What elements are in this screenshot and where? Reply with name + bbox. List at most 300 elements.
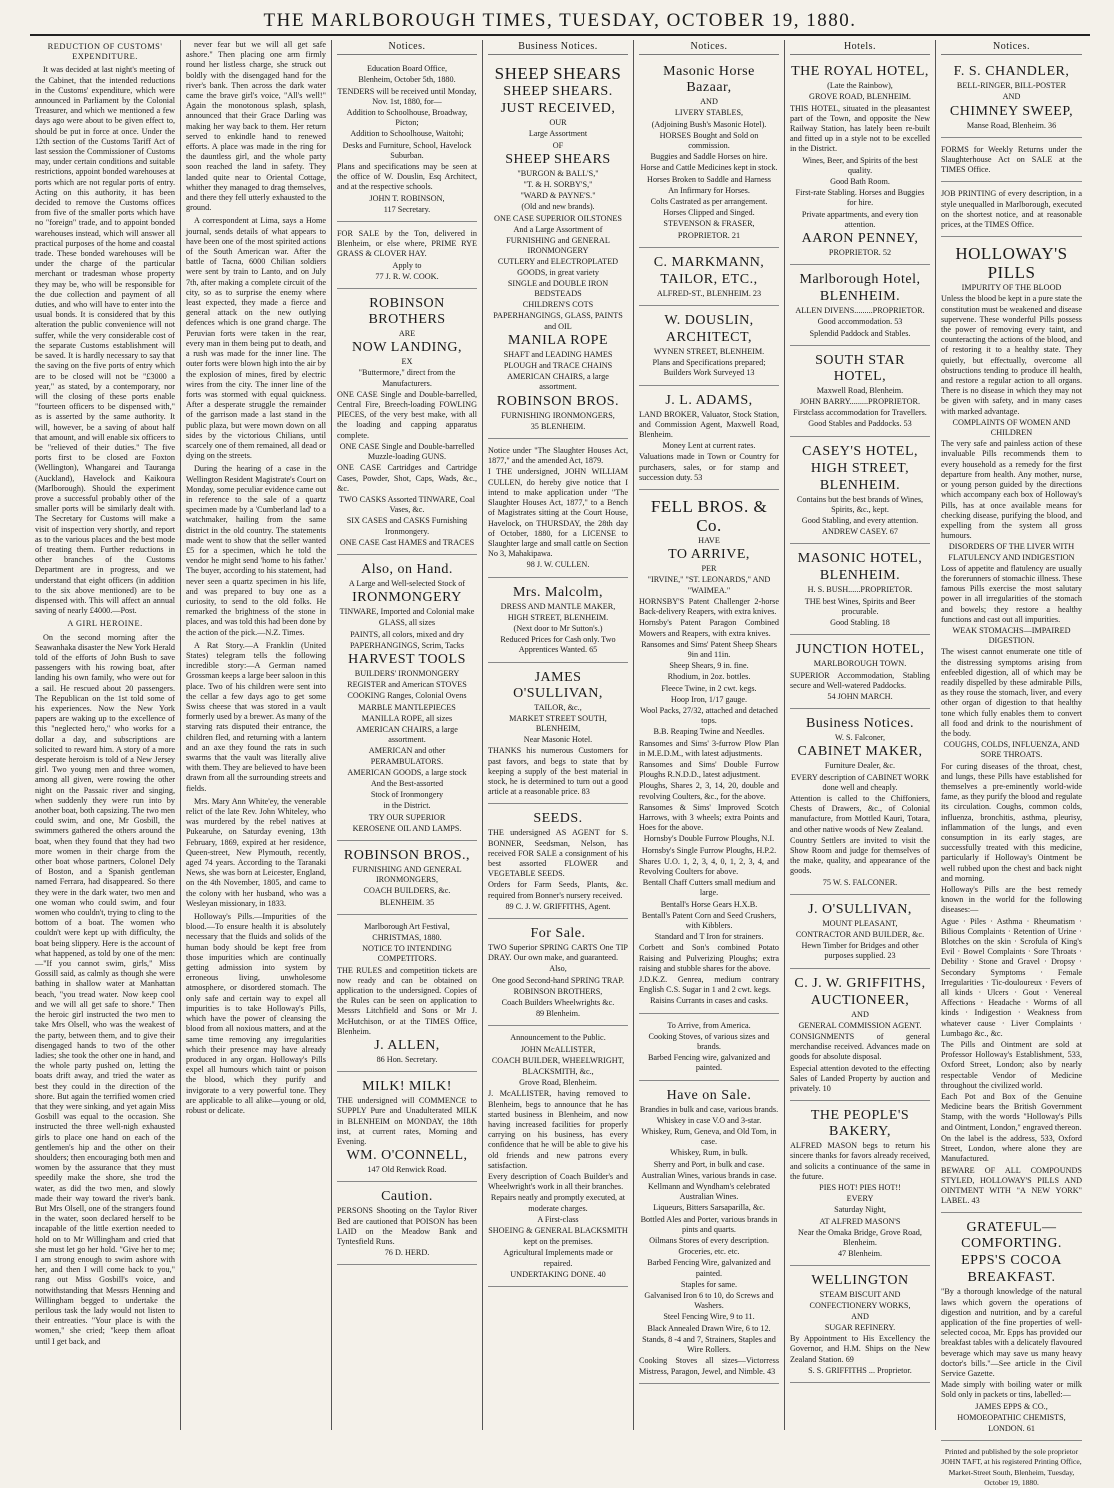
ad-line: "Buttermore," direct from the Manufacturers.	[358, 368, 456, 388]
advertisement	[790, 711, 930, 895]
ad-line: CONTRACTOR AND BUILDER, &c.	[795, 929, 925, 939]
ad-line: Education Board Office,	[366, 64, 448, 74]
ad-line: JAMES EPPS & CO.,	[975, 1401, 1048, 1411]
ad-line: MARKET STREET SOUTH, BLENHEIM,	[509, 713, 607, 733]
advertisement	[337, 59, 477, 222]
column-header: Notices.	[337, 42, 477, 55]
ad-line: Fleece Twine, in 2 cwt. kegs.	[661, 683, 757, 693]
ad-line: SHAFT and LEADING HAMES	[503, 349, 613, 359]
ad-line: THE RULES and competition tickets are now ready and can be obtained on application to the undersigned. Copies of the Rules can be seen on application to Messrs Litchfield and Sons or Mr J. McHutchison, or at the TIMES Office, Blenheim.	[337, 965, 477, 1036]
advertisement	[639, 1083, 779, 1384]
ad-line: NOW LANDING,	[352, 340, 462, 356]
ad-line: WELLINGTON	[811, 1273, 909, 1289]
advertisement	[941, 239, 1082, 1213]
ad-line: Large Assortment	[528, 129, 588, 139]
ad-line: SHEEP SHEARS	[494, 64, 622, 84]
ad-line: JUNCTION HOTEL,	[795, 642, 925, 658]
ad-line: AT ALFRED MASON'S	[819, 1216, 901, 1226]
column-header: Business Notices.	[488, 42, 628, 55]
advertisement	[337, 291, 477, 555]
ad-line: AMERICAN CHAIRS, a large assortment.	[507, 372, 609, 392]
ad-line: 147 Old Renwick Road.	[367, 1165, 447, 1175]
ad-line: J. ALLEN,	[374, 1038, 440, 1054]
ad-line: EPPS'S COCOA	[961, 1253, 1062, 1269]
advertisement	[488, 806, 628, 919]
ad-line: BLENHEIM.	[819, 289, 901, 305]
advertisement	[790, 637, 930, 709]
article-body-quartz: During the hearing of a case in the Wellington Resident Magistrate's Court on Monday, some peculiar evidence came out in reference to the sale of a quartz specimen made by a 'Cumberland lad' to a watchmaker, hailing from the same district in the old country. The statements made went to show that the seller wanted £5 for a specimen, which he told the vendor he might send 'home to his father.' The buyer, according to his statement, had never seen a quartz specimen in his life, and was prepared to buy one as a curiosity, to send to the old folks. He remarked the brightness of the stone in places, and was told this had been done by the action of the pick.—N.Z. Times.	[186, 464, 326, 637]
ad-line: C. J. W. GRIFFITHS,	[794, 975, 926, 991]
ad-line: J. L. ADAMS,	[665, 392, 753, 408]
ad-line: TO ARRIVE,	[668, 547, 750, 563]
advertisement	[639, 1016, 779, 1081]
ad-line: FOR SALE by the Ton, delivered in Blenheim, or else where, PRIME RYE GRASS & CLOVER HAY.	[337, 229, 477, 259]
ad-line: Good Stables and Paddocks. 53	[808, 419, 912, 429]
ad-line: Loss of appetite and flatulency are usually the forerunners of stomachic illness. These famous Pills exercise the most salutary power in all irregularities of the stomach and bowels; they restore a healthy functions and cast out all impurities.	[941, 563, 1082, 624]
ad-line: OF	[552, 140, 564, 150]
imprint: Printed and published by the sole proprietor JOHN TAFT, at his registered Printing Office, Market-Street South, Blenheim, Tuesday, October 19, 1880.	[941, 1447, 1082, 1487]
ad-line: (Adjoining Bush's Masonic Hotel).	[651, 119, 767, 129]
ad-line: Marlborough Art Festival,	[364, 921, 450, 931]
ad-line: (Next door to Mr Sutton's.)	[513, 623, 603, 633]
ad-line: TWO Superior SPRING CARTS One TIP DRAY. Our own make, and guaranteed.	[488, 942, 628, 963]
ad-line: By Appointment to His Excellency the Governor, and H.M. Ships on the New Zealand Station. 69	[790, 1334, 930, 1364]
ad-line: ONE CASE Cartridges and Cartridge Cases, Powder, Shot, Caps, Wads, &c., &c.	[337, 463, 477, 493]
ad-line: Ransomes and Sims' 3-furrow Plow Plan in M.E.D.M., with latest adjustments.	[639, 738, 779, 758]
ad-line: Plans and Specifications prepared; Builders Work Surveyed 13	[652, 358, 766, 378]
ad-line: LIVERY STABLES,	[674, 108, 744, 118]
ad-line: For curing diseases of the throat, chest, and lungs, these Pills have established for themselves a pre-eminently world-wide fame, as they purify the blood and regulate its circulation. Coughs, common colds, influenza, bronchitis, asthma, pleurisy, inflammation of the lungs, and even consumption in its early stages, are successfully treated with this medicine, particularly if Holloway's Ointment be well rubbed upon the chest and back night and morning.	[941, 761, 1082, 883]
ad-line: ARE	[398, 329, 416, 339]
ad-line: TAILOR, &c.,	[534, 702, 582, 712]
ad-line: PROPRIETOR. 52	[828, 248, 892, 258]
ad-line: MANILLA ROPE, all sizes	[361, 713, 453, 723]
ad-line: FELL BROS. & Co.	[650, 497, 768, 536]
ad-line: TWO CASKS Assorted TINWARE, Coal Vases, &c.	[338, 494, 476, 515]
ad-line: Near the Omaka Bridge, Grove Road, Blenheim.	[798, 1227, 922, 1248]
ad-line: "By a thorough knowledge of the natural laws which govern the operations of digestion and nutrition, and by a careful application of the fine properties of well-selected cocoa, Mr. Epps has provided our breakfast tables with a delicately flavoured beverage which may save us many heavy doctor's bills."—See article in the Civil Service Gazette.	[941, 1287, 1082, 1378]
ad-line: Bentall Chaff Cutters small medium and large.	[642, 878, 776, 898]
ad-line: W. DOUSLIN,	[664, 313, 754, 329]
ad-line: Whiskey, Rum, Geneva, and Old Tom, in case.	[641, 1127, 777, 1147]
ad-line: Especial attention devoted to the effecting Sales of Landed Property by auction and privately. 10	[790, 1063, 930, 1093]
ad-line: EVERY	[846, 1194, 874, 1204]
advertisement	[941, 140, 1082, 183]
ad-line: Whiskey in case V.O and 3-star.	[656, 1115, 762, 1125]
ad-line: C. MARKMANN,	[653, 254, 765, 270]
ad-line: I THE undersigned, JOHN WILLIAM CULLEN, do hereby give notice that I intend to make application under "The Slaughter Houses Act, 1877," to a Bench of Magistrates sitting at the Court House, Havelock, on THURSDAY, the 28th day of October, 1880, for a LICENSE to Slaughter large and small cattle on Section No 3, Mahakipawa.	[488, 467, 628, 559]
column-notices-7	[936, 40, 1087, 1487]
ad-line: 75 W. S. FALCONER.	[822, 877, 898, 887]
ad-line: COACH BUILDERS, &c.	[363, 886, 451, 896]
ad-line: MASONIC HOTEL,	[797, 551, 923, 567]
ads-container	[790, 59, 930, 1383]
column-header: Notices.	[941, 42, 1082, 55]
newspaper-page	[30, 40, 1090, 1487]
ad-line: HORNSBY'S Patent Challenger 2-horse Back-delivery Reapers, with extra knives.	[639, 596, 779, 617]
ad-line: Made simply with boiling water or milk Sold only in packets or tins, labelled:—	[941, 1380, 1082, 1400]
ad-line: J.D.K.Z. Genrea, medium contrary English C.S. Sugar in 1 and 2 cwt. kegs.	[639, 975, 779, 995]
ad-line: FURNISHING and GENERAL IRONMONGERY	[506, 236, 610, 256]
ad-line: Whiskey, Rum, in bulk.	[670, 1148, 748, 1158]
ad-line: Ransomes and Sims' Double Furrow Ploughs R.N.D.D., latest adjustment.	[639, 759, 779, 780]
advertisement	[941, 59, 1082, 138]
ad-line: Notice under "The Slaughter Houses Act, 1877," and the amended Act, 1879.	[488, 446, 628, 466]
ad-line: Stands, 8 -4 and 7, Strainers, Staples and Wire Rollers.	[642, 1334, 776, 1355]
ad-line: AMERICAN and other PERAMBULATORS.	[368, 746, 446, 766]
ad-line: Orders for Farm Seeds, Plants, &c. required from Bonner's nursery received.	[488, 880, 628, 900]
ad-line: HOLLOWAY'S PILLS	[955, 244, 1068, 283]
ad-line: SHOEING & GENERAL BLACKSMITH	[488, 1226, 628, 1236]
ad-line: FURNISHING IRONMONGERS,	[501, 410, 615, 420]
ad-line: Barbed Fencing Wire, galvanized and painted.	[647, 1258, 771, 1278]
ads-container	[488, 59, 628, 1287]
ad-line: Horses Broken to Saddle and Harness	[647, 174, 771, 184]
ad-line: AMERICAN GOODS, a large stock	[347, 767, 467, 777]
ad-line: ALFRED MASON begs to return his sincere thanks for favors already received, and solicits a continuance of the same in the future.	[790, 1141, 930, 1181]
ad-line: COUGHS, COLDS, INFLUENZA, AND SORE THROATS.	[943, 740, 1080, 760]
ad-line: ARCHITECT,	[665, 330, 752, 346]
ad-line: HIGH STREET, BLENHEIM.	[507, 612, 609, 622]
ad-line: Buggies and Saddle Horses on hire.	[650, 152, 768, 162]
ad-line: F. S. CHANDLER,	[953, 64, 1070, 80]
ad-line: Bentall's Horse Gears H.X.B.	[660, 899, 758, 909]
ad-line: Mrs. Malcolm,	[512, 584, 604, 600]
advertisement	[488, 665, 628, 805]
article-body-girl-heroine: On the second morning after the Seawanhaka disaster the New York Herald told of the efforts of John Bush to save passengers with his rowing boat, after landing his own family, who were out for a sail. He rescued about 20 passengers. The Republican on the 1st told some of his experiences. Now the New York papers are waking up to the excellence of this "neglected hero," who works for a dollar a day, and subscriptions are solicited to reward him. A story of a more desperate heroism is told of a New Jersey girl. Two young men and three women, among all given, were rowing the other night on the Passaic river and singing, when suddenly they were run into by another boat, both capsizing. The two men could swim, and one, Mr Gosbill, the swimmers gathered the others around the boat, when they found that they had two more women in their charge from the other boat whose partners, Colonel Dely of Boston, and a Spanish gentleman named Ferrara, had disappeared. So there they were in the dark water, two men and one woman who could swim, and four women who couldn't, trying to cling to the bottom of a boat. The women who couldn't were kept up with difficulty, the boat being slippery. Here is the account of what happened, as told by one of the men:—"If you cannot swim, girls," Miss Gossill said, as calmly as though she were bathing in shallow water at Manhattan beach, "you tread water. Now keep cool and we will all get safe to shore." Then the heroic girl instructed the two men to take Mrs Olsell, who was the weakest of the party, between them, and to give their disengaged hands to two of the other ladies; she took the other one in hand, and the whole party pushed on, letting the boats drift away, and tried the water as best they could in the direction of the shore. But again the terrified women cried that they were sinking, and yet again Miss Gosbill was equal to the occasion. She instructed the three well-nigh exhausted girls to place one hand on each of the gentlemen's hip and the other on their shoulders; then encouraging both men and women by the assurance that they must speedily make the shore, she trod the water, as did the two men, and slowly made their way toward the river's bank. But Mrs Olsell, one of the strangers found in the water, soon declared herself to be incapable of the little exertion needed to hold on to Mr Willingham and cried that she must let go her hold. "Give her to me; I am strong enough to swim ashore with her, and then I will come back to you," rang out Miss Gosbill's voice, and notwithstanding that Messrs Henning and Willingham begged to undertake the perilous task the lady would not listen to their entreaties. "Your place is with the women," she cried; "keep them afloat until I get back, and	[35, 632, 175, 1346]
ad-line: THE ROYAL HOTEL,	[791, 64, 929, 80]
ad-line: Furniture Dealer, &c.	[824, 761, 896, 771]
ads-container	[639, 59, 779, 1384]
ad-line: Country Settlers are invited to visit the Show Room and judge for themselves of the make, quality, and appearance of the goods.	[790, 835, 930, 876]
ad-line: ANDREW CASEY. 67	[822, 527, 898, 537]
advertisement	[639, 492, 779, 1014]
ad-line: Also,	[549, 964, 567, 974]
ad-line: Hewn Timber for Bridges and other purposes supplied. 23	[801, 941, 919, 961]
ad-line: GRATEFUL—COMFORTING.	[961, 1220, 1062, 1252]
ad-line: PER	[701, 564, 717, 574]
ad-line: 89 C. J. W. GRIFFITHS, Agent.	[505, 901, 611, 911]
ad-line: Masonic Horse Bazaar,	[663, 64, 755, 96]
article-body-customs: It was decided at last night's meeting of the Cabinet, that the intended reductions in the Customs' expenditure, which were announced in Parliament by the Colonial Treasurer, and which we mentioned a few days ago were about to be given effect to, should be put in force at once. Under the 12th section of the Customs Tariff Act of last session the Commissioner of Customs may, under certain conditions and suitable restrictions, appoint bonded warehouses at ports which are not regular ports of entry. Acting on this authority, it has been decided to remove the Customs offices from five of the smaller ports which have no "foreign" trade, and to appoint bonded warehouses instead, which will answer all practical purposes of the home and coastal trade. These bonded warehouses will be under the charge of the particular merchant or tradesman whose property they may be, who will be responsible for the due collection and payment of all duties, and who will have to enter into the usual bonds. It is considered that by this alteration the public convenience will not suffer, while the very considerable cost of the separate Customs establishment will be saved. It is hardly necessary to say that the saving on the five ports of entry which are to be closed will not be "£3000 a year," as stated, by a contemporary, nor will the closing of these ports enable "fourteen officers to be dispensed with," as is asserted by the same authority. It will, however, be a saving of about half that amount, and will enable six officers to be "relieved of their duties." The five ports first to be closed are Foxton (Wellington), Whangarei and Tauranga (Auckland), Havelock and Kaikoura (Marlborough). Should the experiment prove a successful probably other of the smaller ports will be similarly dealt with. The Secretary for Customs will make a visit of inspection very shortly, and report as to the various places and the best mode of treating them. Further reductions in other branches of the Customs Department are in progress, and we understand that eight officers (in addition to the six above mentioned) are to be dispensed with. This will affect an annual saving of nearly £4000.—Post.	[35, 65, 175, 616]
ad-line: TRY OUR SUPERIOR	[368, 812, 446, 822]
ad-line: Raisins Currants in cases and casks.	[650, 996, 768, 1006]
ad-line: Holloway's Pills are the best remedy known in the world for the following diseases:—	[941, 885, 1082, 915]
ad-line: ALLEN DIVENS.........PROPRIETOR.	[795, 306, 925, 316]
advertisement	[790, 897, 930, 969]
ad-line: J. O'SULLIVAN,	[808, 901, 912, 917]
ad-line: WEAK STOMACHS—IMPAIRED DIGESTION.	[952, 625, 1071, 646]
ad-line: JOHN T. ROBINSON,	[369, 193, 445, 203]
ad-line: Saturday Night,	[834, 1205, 886, 1215]
ad-line: LONDON. 61	[988, 1423, 1035, 1433]
ad-line: Australian Wines, various brands in case.	[641, 1170, 777, 1180]
ad-line: JAMES O'SULLIVAN,	[513, 669, 603, 701]
ad-line: On the label is the address, 533, Oxford Street, London, where alone they are Manufactured.	[941, 1133, 1082, 1164]
ad-line: Hornsby's Double Furrow Ploughs, N.I.	[643, 834, 775, 844]
ad-line: Every description of Coach Builder's and Wheelwright's work in all their branches.	[488, 1172, 628, 1192]
ad-line: B.B. Reaping Twine and Needles.	[653, 727, 765, 737]
ad-line: WM. O'CONNELL,	[346, 1148, 468, 1164]
ad-line: Liqueurs, Bitters Sarsaparilla, &c.	[653, 1203, 765, 1213]
ad-line: Grove Road, Blenheim.	[519, 1078, 597, 1088]
ad-line: Also, on Hand.	[361, 561, 453, 577]
ad-line: ROBINSON BROTHERS,	[513, 986, 603, 996]
ad-line: To Arrive, from America.	[667, 1020, 751, 1030]
ad-line: AMERICAN CHAIRS, a large assortment.	[356, 724, 458, 745]
ad-line: Stock of Ironmongery	[370, 790, 444, 800]
ad-line: Black Annealed Drawn Wire, 6 to 12.	[647, 1323, 771, 1333]
ad-line: Valuations made in Town or Country for purchasers, sales, or for stamp and succession duty. 53	[639, 452, 779, 482]
ad-line: PAPERHANGINGS, GLASS, PAINTS and OIL	[493, 311, 623, 331]
column-hotels-6	[785, 40, 936, 1430]
ad-line: ROBINSON BROS.	[496, 393, 620, 409]
ad-line: BUILDERS' IRONMONGERY	[354, 668, 460, 678]
ad-line: H. S. BUSH......PROPRIETOR.	[807, 585, 913, 595]
ad-line: "T. & H. SORBY'S,"	[523, 180, 593, 190]
column-business-4	[483, 40, 634, 1430]
ad-line: CHIMNEY SWEEP,	[949, 103, 1074, 119]
ad-line: Cooking Stoves all sizes—Victorress Mistress, Paragon, Jewel, and Nimble. 43	[639, 1356, 779, 1376]
ad-line: CASEY'S HOTEL,	[801, 443, 919, 459]
ad-line: Cooking Stoves, of various sizes and brands.	[648, 1031, 770, 1052]
ad-line: Maxwell Road, Blenheim.	[816, 385, 904, 395]
ad-line: Standard and T Iron for strainers.	[654, 932, 764, 942]
ad-line: 89 Blenheim.	[535, 1009, 581, 1019]
ad-line: EVERY description of CABINET WORK done well and cheaply.	[790, 772, 930, 792]
ad-line: BLENHEIM. 35	[379, 897, 435, 907]
ad-line: 54 JOHN MARCH.	[827, 691, 893, 701]
ad-line: DISORDERS OF THE LIVER WITH FLATULENCY AND INDIGESTION	[948, 542, 1075, 562]
ad-line: THIS HOTEL, situated in the pleasantest part of the Town, and opposite the New Railway Station, has lately been re-built and fitted up in a style not to be excelled in the District.	[790, 103, 930, 154]
advertisement	[337, 1074, 477, 1182]
ad-line: PROPRIETOR. 21	[677, 230, 741, 240]
ad-line: HARVEST TOOLS	[348, 651, 466, 667]
advertisement	[790, 1268, 930, 1383]
ad-line: Groceries, etc. etc.	[678, 1247, 740, 1257]
ad-line: Ransomes and Sims' Patent Sheep Shears 9in and 11in.	[641, 639, 777, 659]
ad-line: Kellmann and Wyndham's celebrated Australian Wines.	[647, 1182, 770, 1202]
ad-line: And a Large Assortment of	[513, 224, 603, 234]
article-body-holloway: Holloway's Pills.—Impurities of the blood.—To ensure health it is absolutely necessary that the fluids and solids of the human body should be kept free from those impurities which are continually getting admission into system by erroneous living, unwholesome atmosphere, or disordered stomach. The only safe and certain way to expel all impurities is to take Holloway's Pills, which have the power of cleansing the blood from all noxious matters, and at the same time removing any irregularities which their presence may have already produced in any organ. Holloway's Pills expel all humours which taint or poison the blood, which they purify and invigorate to a very powerful tone. They are applicable to all alike—young or old, robust or delicate.	[186, 912, 326, 1115]
ad-line: 47 Blenheim.	[837, 1249, 883, 1259]
ad-line: IMPURITY OF THE BLOOD	[961, 283, 1062, 293]
ad-line: ONE CASE SUPERIOR OILSTONES	[494, 213, 622, 223]
ad-line: W. S. Falconer,	[834, 733, 886, 743]
ad-line: Staples for same.	[680, 1279, 738, 1289]
ad-line: HIGH STREET,	[810, 460, 910, 476]
ad-line: The Pills and Ointment are sold at Professor Holloway's Establishment, 533, Oxford Street, London; also by nearly respectable Vendor of Medicine throughout the civilized world.	[941, 1040, 1082, 1090]
ad-line: FURNISHING AND GENERAL IRONMONGERS,	[352, 864, 462, 885]
column-header: Notices.	[639, 42, 779, 55]
article-body-obituary: Mrs. Mary Ann White'ey, the venerable relict of the late Rev. John Whiteley, who was murdered by the rebel natives at Pukearuhe, on Saturday evening, 13th February, 1869, expired at her residence, Queen-street, New Plymouth, recently, aged 74 years. According to the Taranaki News, she was born at Leicester, England, on the 4th November, 1805, and came to the colony with her husband, who was a Wesleyan missionary, in 1833.	[186, 796, 326, 908]
advertisement	[639, 250, 779, 306]
ad-line: Galvanised Iron 6 to 10, do Screws and Washers.	[644, 1291, 774, 1311]
ad-line: PAINTS, all colors, mixed and dry	[350, 629, 464, 639]
ad-line: "BURGON & BALL'S,"	[517, 168, 599, 178]
advertisement	[790, 971, 930, 1102]
ad-line: Good Stabling. 18	[830, 618, 890, 628]
ad-line: SHEEP SHEARS.	[503, 84, 613, 100]
article-title-customs: REDUCTION OF CUSTOMS' EXPENDITURE.	[47, 42, 163, 62]
ad-line: Hoop Iron, 1/17 gauge.	[670, 694, 748, 704]
ad-line: BLENHEIM.	[819, 477, 901, 493]
ad-line: AND	[851, 1009, 869, 1019]
ad-line: SUGAR REFINERY.	[824, 1323, 896, 1333]
ad-line: LAND BROKER, Valuator, Stock Station, and Commission Agent, Maxwell Road, Blenheim.	[639, 409, 779, 440]
ad-line: EX	[401, 357, 413, 367]
ad-line: Reduced Prices for Cash only. Two Apprentices Wanted. 65	[500, 635, 616, 655]
ad-line: DRESS AND MANTLE MAKER,	[500, 601, 616, 611]
ad-line: JOHN BARRY.........PROPRIETOR.	[799, 397, 921, 407]
ad-line: Ague · Piles · Asthma · Rheumatism · Bilious Complaints · Retention of Urine · Blotches on the skin · Scrofula of King's Evil · Bowel Complaints · Sore Throats · Debility · Stone and Gravel · Dropsy · Secondary Symptoms · Female Irregularities · Tic-douloureux · Fevers of all kinds · Ulcers · Gout · Venereal Affections · Headache · Worms of all kinds · Indigestion · Weakness from whatever cause · Liver Complaints · Lumbago &c., &c.	[941, 916, 1082, 1038]
ad-line: IRONMONGERY	[352, 590, 462, 606]
ad-line: THE undersigned will COMMENCE to SUPPLY Pure and Unadulterated MILK in BLENHEIM on MONDAY, the 18th inst, at current rates, Morning and Evening.	[337, 1096, 477, 1147]
ad-line: Rhodium, in 2oz. bottles.	[667, 672, 751, 682]
ad-line: Ploughs, Shares 2, 3, 14, 20, double and revolving Coulters, &c., for the above.	[639, 781, 779, 801]
column-news-2	[181, 40, 332, 1430]
article-body-rat-story: A Rat Story.—A Franklin (United States) telegram tells the following incredible story:—A German named Grossman keeps a large beer saloon in this place. Two of his children were sent into the cellar a few days ago to get some Swiss cheese that was stored in a vault formerly used by a brewer. As many of the starving rats disputed their entrance, the children fled, and returning with a lantern and an axe they found the rats in such swarms that the vault was literally alive with them. They are believed to have been drawn from all the surrounding streets and fields.	[186, 640, 326, 793]
ad-line: Brandies in bulk and case, various brands.	[639, 1104, 779, 1114]
ad-line: 98 J. W. CULLEN.	[526, 560, 590, 570]
ad-line: Contains but the best brands of Wines, Spirits, &c., kept.	[796, 494, 924, 514]
ad-line: HAVE	[698, 536, 720, 546]
ad-line: COMPLAINTS OF WOMEN AND CHILDREN	[952, 417, 1071, 438]
ad-line: FORMS for Weekly Returns under the Slaughterhouse Act on SALE at the TIMES Office.	[941, 144, 1082, 175]
ads-container	[941, 59, 1082, 1441]
ad-line: STEAM BISCUIT AND CONFECTIONERY WORKS,	[809, 1290, 911, 1310]
ad-line: SHEEP SHEARS	[505, 151, 611, 167]
ad-line: CUTLERY and ELECTROPLATED GOODS, in great variety	[497, 257, 619, 277]
advertisement	[639, 59, 779, 248]
ad-line: Corbett and Son's combined Potato Raising and Pulverizing Ploughs; extra raising and stubble shares for the above.	[639, 943, 779, 973]
advertisement	[941, 1215, 1082, 1441]
ad-line: SINGLE and DOUBLE IRON BEDSTEADS	[507, 278, 609, 299]
ad-line: Announcement to the Public.	[510, 1033, 606, 1043]
article-title-girl-heroine: A GIRL HEROINE.	[67, 619, 143, 629]
ad-line: Money Lent at current rates.	[662, 441, 756, 451]
ad-line: SOUTH STAR HOTEL,	[815, 352, 905, 384]
ad-line: Addition to Schoolhouse, Waitohi;	[350, 129, 464, 139]
ad-line: HORSES Bought and Sold on commission.	[659, 130, 759, 151]
ad-line: CABINET MAKER,	[797, 744, 923, 760]
ad-line: COOKING Ranges, Colonial Ovens	[347, 691, 467, 701]
masthead: THE MARLBOROUGH TIMES, TUESDAY, OCTOBER 19, 1880.	[30, 10, 1090, 36]
ad-line: Bentall's Patent Corn and Seed Crushers, with Kibblers.	[641, 910, 777, 930]
ad-line: MANILA ROPE	[507, 332, 608, 348]
ad-line: Attention is called to the Chiffoniers, Chests of Drawers, &c., of Colonial manufacture, from Mottled Kauri, Totara, and other native woods of New Zealand.	[790, 793, 930, 834]
ads-container	[337, 59, 477, 1265]
ad-line: Bottled Ales and Porter, various brands in pints and quarts.	[640, 1214, 778, 1234]
advertisement	[337, 917, 477, 1072]
ad-line: One good Second-hand SPRING TRAP.	[492, 975, 624, 985]
ad-line: KEROSENE OIL AND LAMPS.	[352, 823, 462, 833]
ad-line: CHRISTMAS, 1880.	[372, 933, 442, 942]
ad-line: Oilmans Stores of every description.	[649, 1236, 769, 1246]
ad-line: GENERAL COMMISSION AGENT.	[798, 1020, 922, 1030]
ad-line: GROVE ROAD, BLENHEIM.	[809, 92, 911, 102]
ad-line: Agricultural Implements made or repaired.	[503, 1248, 613, 1268]
ad-line: 117 Secretary.	[383, 204, 431, 214]
ad-line: CONSIGNMENTS of general merchandise received. Advances made on goods for absolute disposal.	[790, 1031, 930, 1062]
ad-line: PIES HOT! PIES HOT!!	[819, 1183, 901, 1192]
advertisement	[790, 546, 930, 635]
ad-line: COACH BUILDER, WHEELWRIGHT,	[491, 1055, 625, 1065]
ad-line: AUCTIONEER,	[810, 992, 910, 1008]
column-notices-5	[634, 40, 785, 1430]
advertisement	[941, 184, 1082, 237]
advertisement	[337, 843, 477, 915]
ad-line: Good accommodation. 53	[817, 317, 903, 327]
advertisement	[488, 59, 628, 439]
ad-line: First-rate Stabling. Horses and Buggies for hire.	[795, 188, 925, 208]
ad-line: 77 J. R. W. COOK.	[375, 271, 439, 281]
ad-line: Caution.	[381, 1189, 433, 1205]
ad-line: Have on Sale.	[666, 1087, 752, 1103]
article-body-lima: A correspondent at Lima, says a Home journal, sends details of what appears to have been one of the most spirited actions of the South American war. After the battle of Tacna, 6000 Chilian soldiers were sent by train to Lanto, and on July 7th, after making a complete circuit of the city, so as to surprise the enemy where least expected, they made a fierce and general attack on the new outlying defences which is one grand charge. The Peruvian forts were taken in the rear, every man in them being put to death, and a rush was made for the inner line. The outer forts were blown high into the air by the explosion of mines, fired by electric wires from the city. The inner line of the forts was stormed with equal quickness. After a desperate struggle the remainder of the garrison made a last stand in the public plaza, but were mown down on all sides by the victorious Chilians, until scarcely one of them remained, all dead or dying on the streets.	[186, 216, 326, 461]
article-body-continued: never fear but we will all get safe ashore." Then placing one arm firmly round her listless charge, she struck out boldly with the disengaged hand for the river's bank. Then across the dark water came the brave girl's voice, "All's well!" Again the monotonous splash, splash, announced that their Grace Darling was making her way back to them. Her return served to enkindle hand to renewed efforts. A place was made in the ring for the dauntless girl, and the whole party soon reached the land in safety. They landed quite near to Oriental Cottage, whither they managed to drag themselves, and there they fell utterly exhausted to the ground.	[186, 40, 326, 213]
ad-line: JOB PRINTING of every description, in a style unequalled in Marlborough, executed on the shortest notice, and at reasonable prices, at the TIMES Office.	[941, 189, 1082, 230]
ad-line: For Sale.	[530, 925, 586, 941]
ad-line: GLASS, all sizes	[378, 618, 436, 628]
ad-line: Horse and Cattle Medicines kept in stock.	[640, 163, 778, 173]
column-news-1	[30, 40, 181, 1430]
column-header: Hotels.	[790, 42, 930, 55]
advertisement	[337, 224, 477, 289]
ad-line: Ransomes & Sims' Improved Scotch Harrows, with 3 wheels; extra Points and Hoes for the above.	[639, 802, 779, 833]
ad-line: MARLBOROUGH TOWN.	[813, 659, 907, 669]
ad-line: Marlborough Hotel,	[799, 272, 921, 288]
ad-line: SUPERIOR Accommodation, Stabling secure and Well-watered Paddocks.	[790, 670, 930, 690]
advertisement	[790, 348, 930, 437]
ad-line: 35 BLENHEIM.	[530, 421, 586, 431]
advertisement	[790, 59, 930, 265]
ad-line: Business Notices.	[805, 716, 915, 732]
ad-line: Hornsby's Single Furrow Ploughs, H.P.2.	[641, 845, 777, 855]
ad-line: BLENHEIM.	[819, 568, 901, 584]
ad-line: The very safe and painless action of these invaluable Pills recommends them to every household as a remedy for the first departure from health. Any mother, nurse, or young person guided by the directions which accompany each box of Holloway's Pills, has at once available means for checking disease, purifying the blood, and expelling from the system all gross humours.	[941, 439, 1082, 541]
ad-line: BREAKFAST.	[967, 1270, 1056, 1286]
ad-line: AND	[1002, 92, 1021, 102]
ad-line: PERSONS Shooting on the Taylor River Bed are cautioned that POISON has been LAID on the Meadow Bank and Tyntesfield Runs.	[337, 1206, 477, 1247]
ad-line: Good Bath Room.	[830, 177, 890, 187]
ad-line: 76 D. HERD.	[384, 1248, 430, 1258]
ad-line: HOMOEOPATHIC CHEMISTS,	[957, 1412, 1066, 1422]
advertisement	[790, 439, 930, 545]
ad-line: ROBINSON BROTHERS	[368, 296, 446, 328]
advertisement	[337, 557, 477, 841]
ad-line: S. S. GRIFFITHS ... Proprietor.	[808, 1365, 912, 1375]
ad-line: A First-class	[537, 1214, 579, 1224]
ad-line: THE undersigned AS AGENT for S. BONNER, Seedsman, Nelson, has received FOR SALE a consignment of his best assorted FLOWER and VEGETABLE SEEDS.	[488, 828, 628, 879]
advertisement	[488, 1028, 628, 1287]
ad-line: Manse Road, Blenheim. 36	[966, 120, 1057, 130]
ad-line: MILK! MILK!	[362, 1079, 452, 1095]
ad-line: THE PEOPLE'S BAKERY,	[810, 1108, 910, 1140]
ad-line: STEVENSON & FRASER,	[663, 219, 755, 229]
ad-line: Coach Builders Wheelwrights &c.	[501, 998, 615, 1007]
ad-line: in the District.	[383, 801, 431, 811]
ad-line: AND	[700, 97, 718, 107]
ad-line: Unless the blood be kept in a pure state the constitution must be weakened and disease supervene. These wonderful Pills possess the power of removing every taint, and counteracting the actions of the blood, and of restoring it to a healthy state. They quietly, but effectually, overcome all obstructions tending to produce ill health, and restore a regular action to all organs. There is no disease in which they may not be given with safety, and in many cases with marked advantage.	[941, 294, 1082, 416]
ad-line: UNDERTAKING DONE. 40	[510, 1269, 606, 1279]
ad-line: TAILOR, ETC.,	[660, 271, 758, 287]
advertisement	[488, 921, 628, 1026]
advertisement	[790, 267, 930, 346]
ad-line: ROBINSON BROS.,	[343, 847, 471, 863]
ad-line: Splendid Paddock and Stables.	[809, 328, 911, 338]
ad-line: Barbed Fencing wire, galvanized and painted.	[647, 1053, 771, 1073]
